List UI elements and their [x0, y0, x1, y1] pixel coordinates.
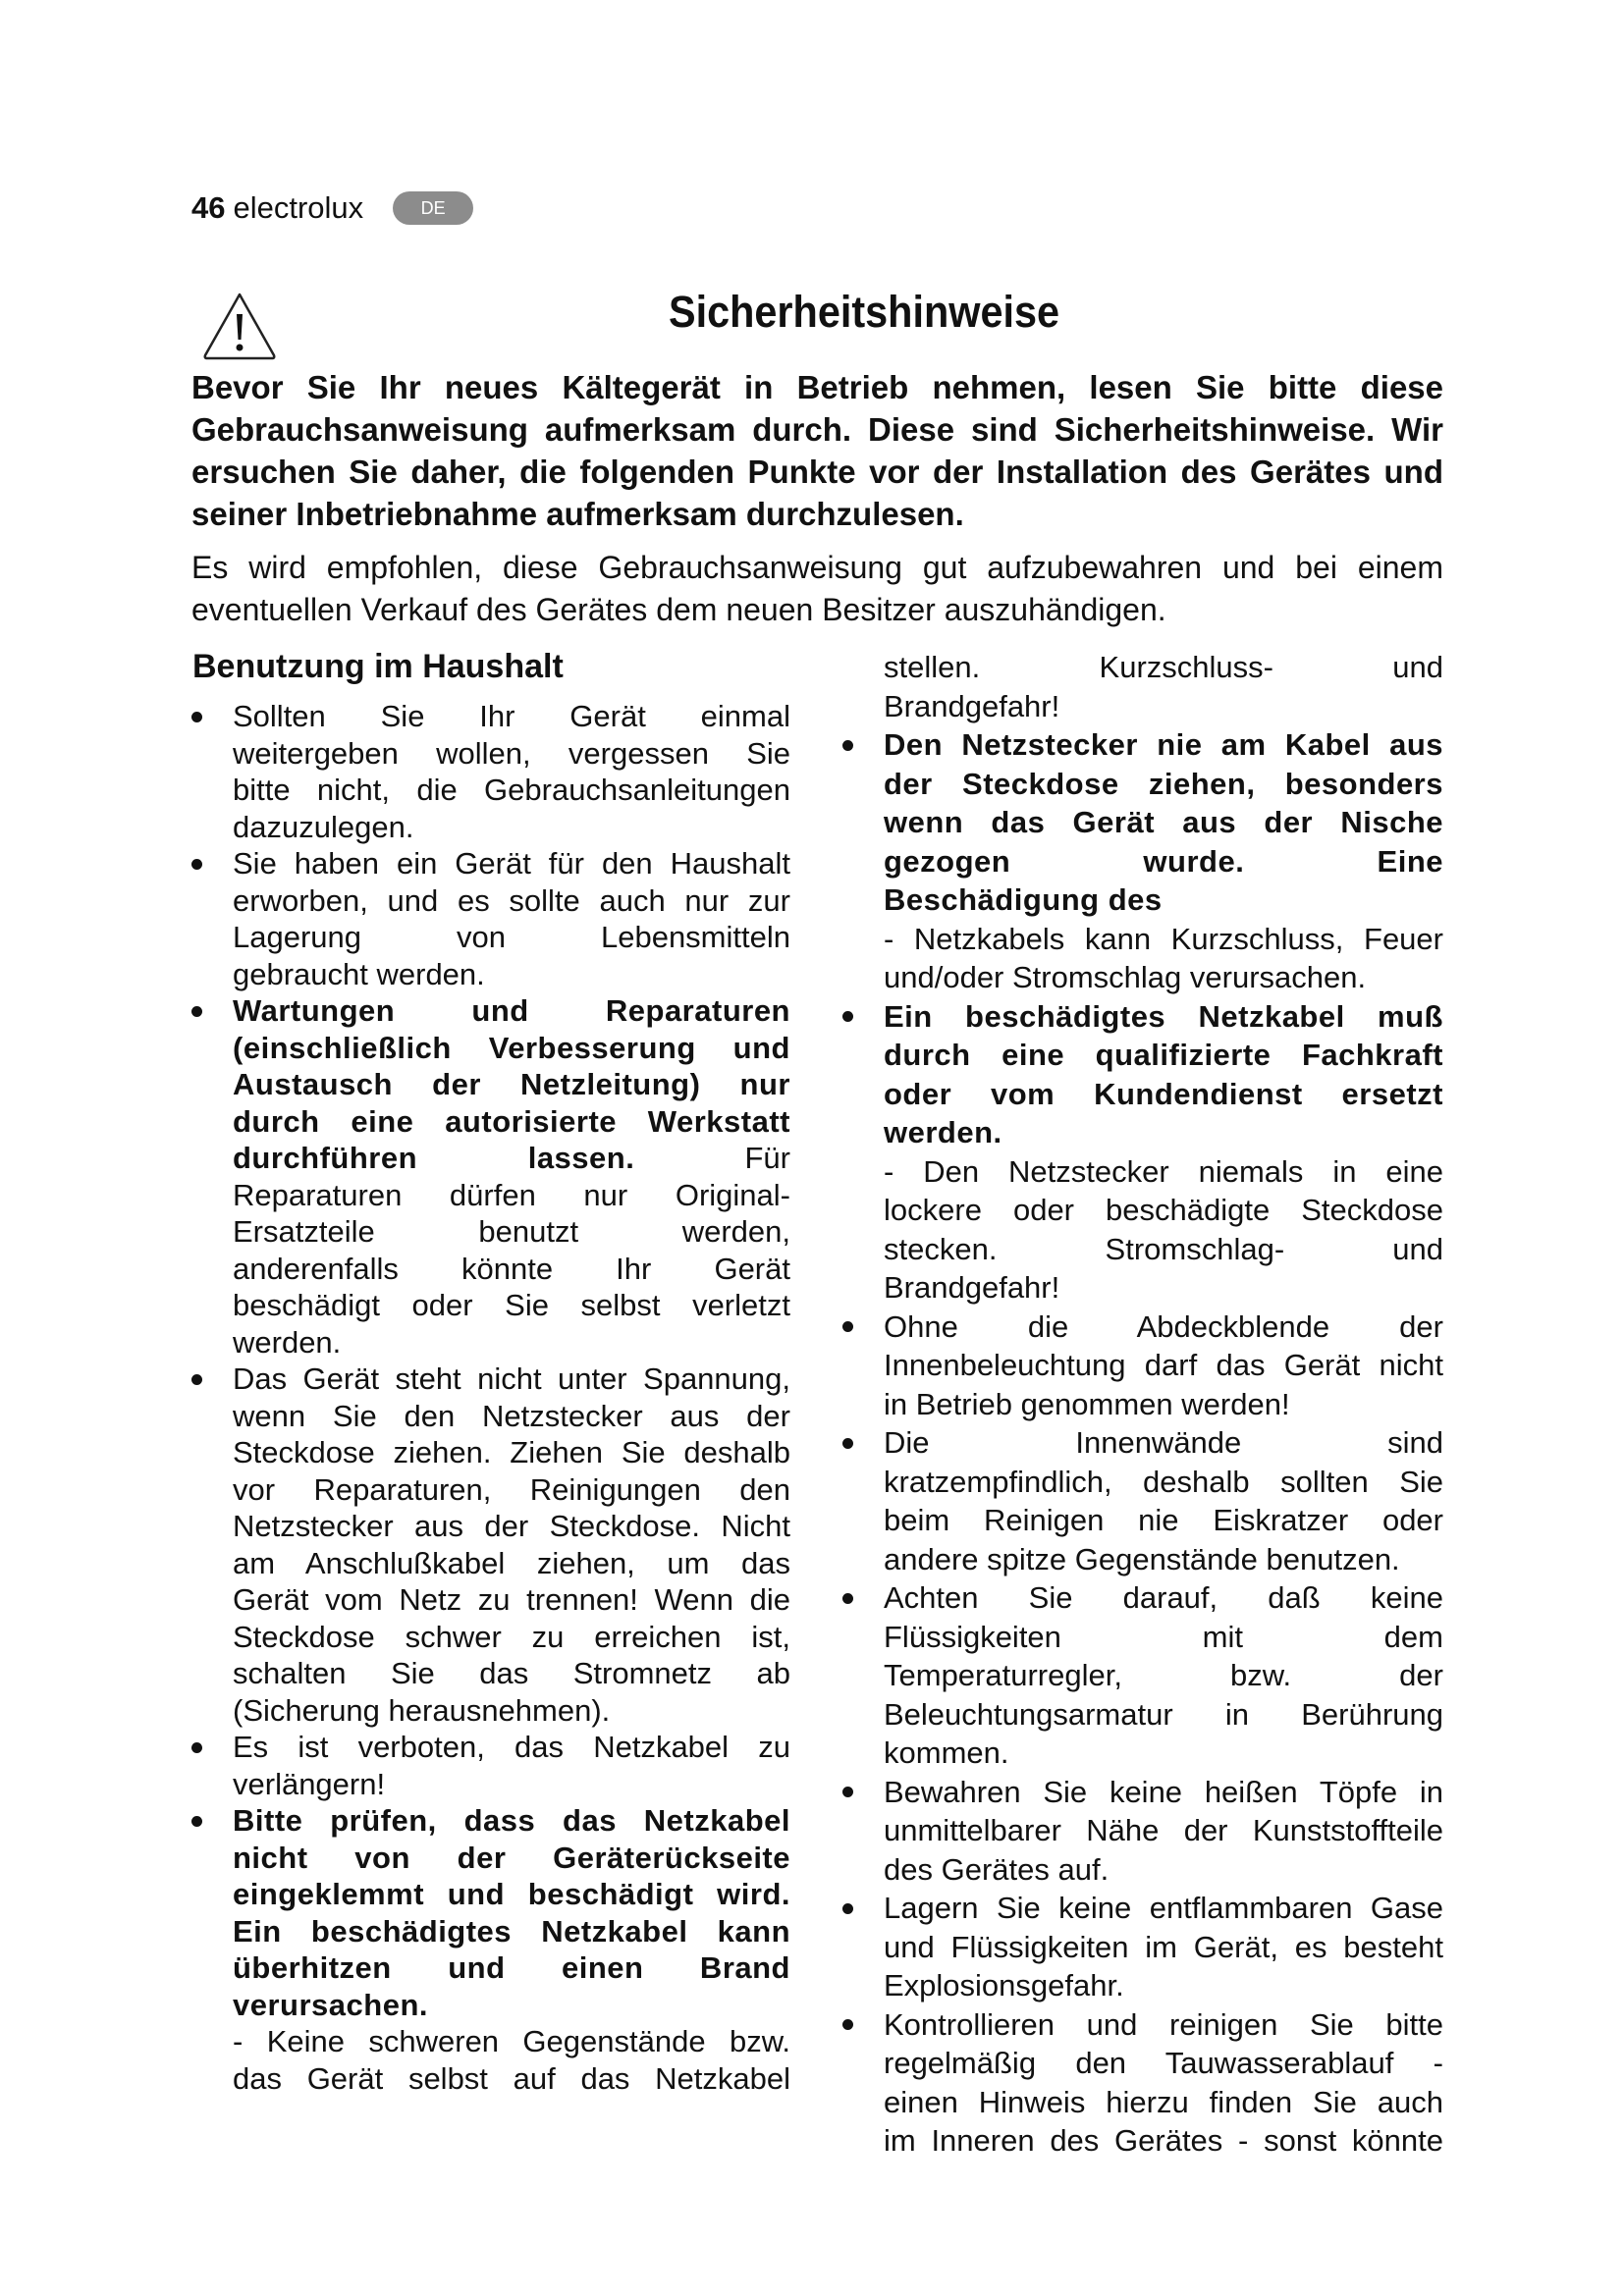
page-number: 46	[191, 190, 226, 225]
text-line: - Den Netzstecker niemals in eine	[884, 1153, 1443, 1189]
left-column	[191, 698, 790, 2097]
bullet-icon	[191, 1374, 202, 1385]
text-line: Beleuchtungsarmatur in Berührung	[884, 1696, 1443, 1732]
text-line: und Flüssigkeiten im Gerät, es besteht	[884, 1929, 1443, 1964]
text-line: erworben, und es sollte auch nur zur	[233, 882, 790, 918]
bullet-item	[191, 1802, 790, 2097]
section-heading: Benutzung im Haushalt	[192, 648, 564, 685]
bullet-icon	[842, 2019, 853, 2030]
brand-name: electrolux	[233, 190, 364, 225]
text-line: verursachen.	[233, 1987, 428, 2022]
bullet-item	[842, 1889, 1443, 2005]
text-line: (einschließlich Verbesserung und	[233, 1030, 790, 1065]
text-line: Reparaturen dürfen nur Original-	[233, 1177, 790, 1212]
bullet-item	[842, 997, 1443, 1308]
bullet-icon	[191, 1816, 202, 1827]
text-line: Kontrollieren und reinigen Sie bitte	[884, 2006, 1443, 2042]
page-title: Sicherheitshinweise	[668, 287, 1060, 337]
bullet-item	[191, 992, 790, 1361]
text-line: stecken. Stromschlag- und	[884, 1231, 1443, 1266]
text-line: der Steckdose ziehen, besonders	[884, 766, 1443, 801]
text-line: Temperaturregler, bzw. der	[884, 1658, 1443, 1692]
text-line: Achten Sie darauf, daß keine	[884, 1580, 1443, 1615]
intro-bold-paragraph	[191, 366, 1443, 535]
text-line: Es ist verboten, das Netzkabel zu	[233, 1730, 790, 1764]
paragraph-line: Gebrauchsanweisung aufmerksam durch. Diese sind Sicherheitshinweise. Wir	[191, 411, 1443, 448]
text-line: überhitzen und einen Brand	[233, 1950, 790, 1985]
text-line: gezogen wurde. Eine	[884, 843, 1443, 879]
text-line: vor Reparaturen, Reinigungen den	[233, 1471, 790, 1507]
text-line: Explosionsgefahr.	[884, 1968, 1124, 2002]
text-line: regelmäßig den Tauwasserablauf -	[884, 2046, 1443, 2080]
bullet-icon	[191, 1742, 202, 1753]
text-line: dazuzulegen.	[233, 809, 414, 844]
text-line: weitergeben wollen, vergessen Sie	[233, 735, 790, 771]
text-line: - Netzkabels kann Kurzschluss, Feuer	[884, 921, 1443, 956]
paragraph-line: seiner Inbetriebnahme aufmerksam durchzulesen.	[191, 496, 964, 532]
text-line: Ohne die Abdeckblende der	[884, 1308, 1443, 1344]
text-line: Netzstecker aus der Steckdose. Nicht	[233, 1509, 790, 1543]
text-line: andere spitze Gegenstände benutzen.	[884, 1541, 1400, 1576]
text-line: kratzempfindlich, deshalb sollten Sie	[884, 1464, 1443, 1499]
text-line: Austausch der Netzleitung) nur	[233, 1067, 790, 1101]
text-line: in Betrieb genommen werden!	[884, 1386, 1290, 1421]
text-line: Steckdose ziehen. Ziehen Sie deshalb	[233, 1435, 790, 1469]
text-line: unmittelbarer Nähe der Kunststoffteile	[884, 1813, 1443, 1847]
text-line: durch eine qualifizierte Fachkraft	[884, 1038, 1443, 1072]
text-line: bitte nicht, die Gebrauchsanleitungen	[233, 773, 790, 807]
text-line: nicht von der Geräterückseite	[233, 1840, 790, 1875]
text-run: Für	[744, 1141, 790, 1175]
text-line: Lagerung von Lebensmitteln	[233, 920, 790, 954]
bullet-icon	[842, 1787, 853, 1797]
bullet-icon	[191, 1006, 202, 1017]
bullet-item	[842, 2005, 1443, 2161]
text-line: des Gerätes auf.	[884, 1851, 1110, 1887]
text-line: stellen. Kurzschluss- und	[884, 650, 1443, 684]
text-line: anderenfalls könnte Ihr Gerät	[233, 1251, 790, 1286]
text-line: durch eine autorisierte Werkstatt	[233, 1103, 790, 1139]
text-line: Flüssigkeiten mit dem	[884, 1619, 1443, 1654]
text-line: einen Hinweis hierzu finden Sie auch	[884, 2084, 1443, 2119]
text-line: Brandgefahr!	[884, 1270, 1060, 1305]
bullet-icon	[191, 712, 202, 722]
text-line: - Keine schweren Gegenstände bzw.	[233, 2024, 790, 2058]
text-line: werden.	[884, 1115, 1002, 1149]
text-line: Wartungen und Reparaturen	[233, 993, 790, 1028]
text-line: Beschädigung des	[884, 882, 1163, 917]
bullet-icon	[842, 740, 853, 751]
text-line: Bewahren Sie keine heißen Töpfe in	[884, 1774, 1443, 1809]
bullet-icon	[191, 859, 202, 870]
warning-triangle-icon	[201, 291, 278, 361]
language-badge: DE	[393, 191, 473, 225]
text-line: im Inneren des Gerätes - sonst könnte	[884, 2123, 1443, 2158]
bullet-item	[842, 1423, 1443, 1578]
bullet-icon	[842, 1593, 853, 1604]
bullet-item	[191, 1361, 790, 1729]
text-line: Sie haben ein Gerät für den Haushalt	[233, 846, 790, 881]
bullet-icon	[842, 1438, 853, 1449]
bullet-item	[842, 648, 1443, 725]
text-line: wenn das Gerät aus der Nische	[884, 805, 1443, 839]
bullet-icon	[842, 1903, 853, 1914]
bullet-item	[191, 1729, 790, 1802]
text-line: oder vom Kundendienst ersetzt	[884, 1076, 1443, 1111]
text-line: eingeklemmt und beschädigt wird.	[233, 1877, 790, 1911]
text-line: Gerät vom Netz zu trennen! Wenn die	[233, 1582, 790, 1617]
paragraph-line: ersuchen Sie daher, die folgenden Punkte vor der Installation des Gerätes und	[191, 454, 1443, 490]
bullet-icon	[842, 1011, 853, 1022]
bullet-item	[842, 1308, 1443, 1424]
text-line: schalten Sie das Stromnetz ab	[233, 1656, 790, 1690]
text-line: Ein beschädigtes Netzkabel kann	[233, 1913, 790, 1949]
text-line: kommen.	[884, 1735, 1009, 1770]
text-line: lockere oder beschädigte Steckdose	[884, 1193, 1443, 1227]
text-line	[233, 1140, 790, 1177]
intro-normal-paragraph	[191, 547, 1443, 631]
text-line: Lagern Sie keine entflammbaren Gase	[884, 1891, 1443, 1925]
text-line: Den Netzstecker nie am Kabel aus	[884, 727, 1443, 762]
bullet-item	[842, 1578, 1443, 1773]
text-line: Das Gerät steht nicht unter Spannung,	[233, 1362, 790, 1396]
text-line: Sollten Sie Ihr Gerät einmal	[233, 699, 790, 733]
bullet-item	[191, 845, 790, 992]
text-line: und/oder Stromschlag verursachen.	[884, 960, 1367, 994]
bullet-item	[842, 1773, 1443, 1890]
bullet-item	[842, 725, 1443, 997]
text-line: beim Reinigen nie Eiskratzer oder	[884, 1503, 1443, 1537]
paragraph-line: eventuellen Verkauf des Gerätes dem neuen Besitzer auszuhändigen.	[191, 592, 1166, 627]
text-line: Brandgefahr!	[884, 688, 1060, 723]
text-line: Bitte prüfen, dass das Netzkabel	[233, 1803, 790, 1838]
text-line: wenn Sie den Netzstecker aus der	[233, 1398, 790, 1433]
text-line: Steckdose schwer zu erreichen ist,	[233, 1619, 790, 1654]
right-column	[842, 648, 1443, 2161]
text-line: Die Innenwände sind	[884, 1425, 1443, 1460]
text-line: werden.	[233, 1324, 342, 1360]
paragraph-line: Bevor Sie Ihr neues Kältegerät in Betrieb nehmen, lesen Sie bitte diese	[191, 369, 1443, 405]
paragraph-line: Es wird empfohlen, diese Gebrauchsanweisung gut aufzubewahren und bei einem	[191, 550, 1443, 585]
text-line: (Sicherung herausnehmen).	[233, 1692, 611, 1728]
text-line: gebraucht werden.	[233, 956, 485, 991]
text-line: das Gerät selbst auf das Netzkabel	[233, 2060, 790, 2096]
text-line: Ersatzteile benutzt werden,	[233, 1214, 790, 1249]
bullet-item	[191, 698, 790, 845]
text-line: beschädigt oder Sie selbst verletzt	[233, 1288, 790, 1322]
text-line: Ein beschädigtes Netzkabel muß	[884, 998, 1443, 1034]
bullet-icon	[842, 1321, 853, 1332]
text-run: durchführen lassen.	[233, 1141, 635, 1175]
text-line: verlängern!	[233, 1766, 386, 1801]
page-header	[191, 190, 473, 226]
text-line: Innenbeleuchtung darf das Gerät nicht	[884, 1348, 1443, 1382]
text-line: am Anschlußkabel ziehen, um das	[233, 1545, 790, 1580]
